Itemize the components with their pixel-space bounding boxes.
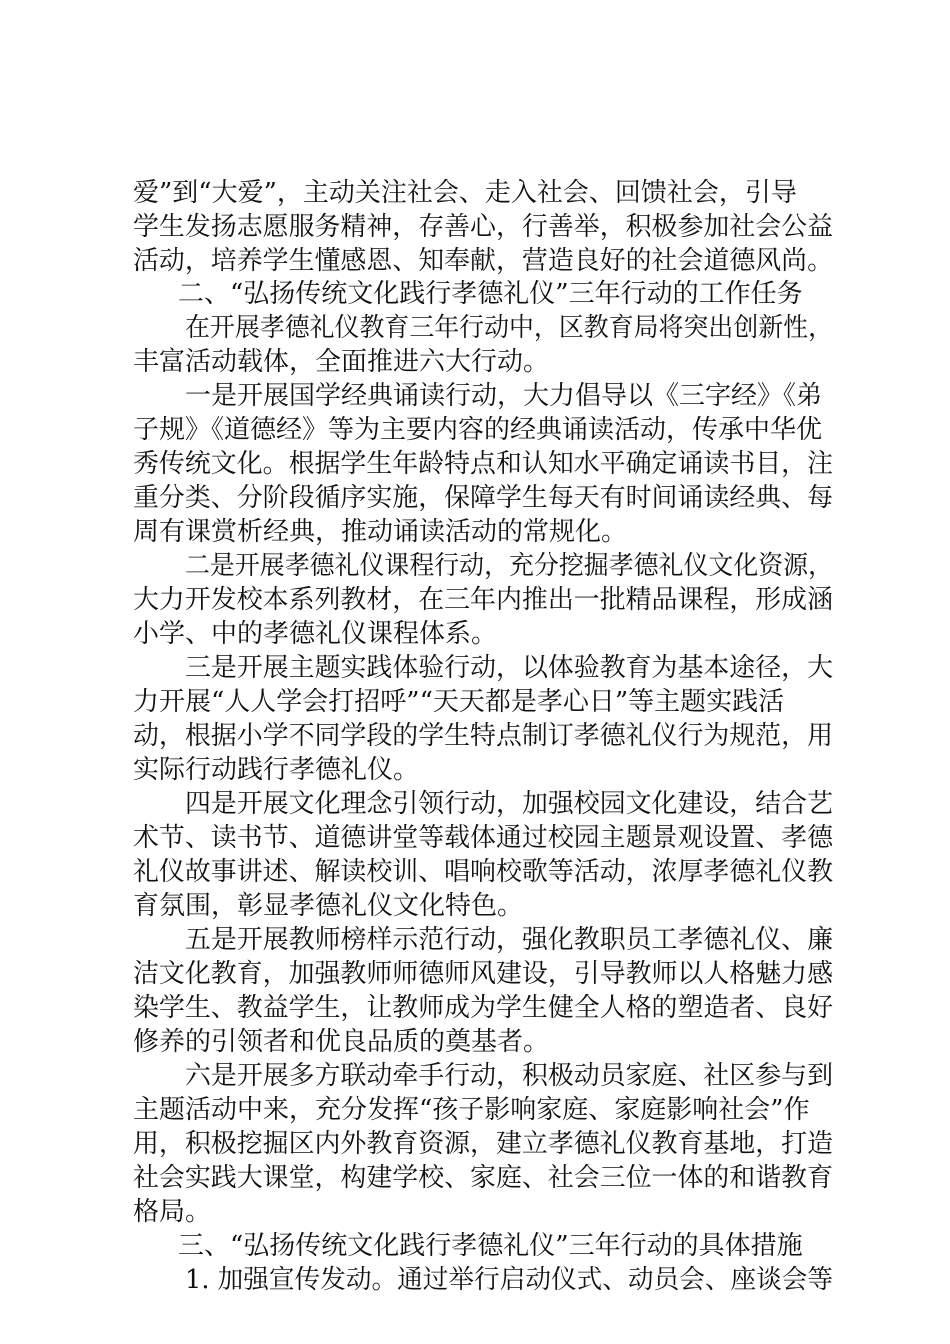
text-line: 力开展“人人学会打招呼”“天天都是孝心日”等主题实践活	[133, 687, 785, 717]
text-line: 育氛围，彰显孝德礼仪文化特色。	[133, 891, 524, 921]
text-line: 五是开展教师榜样示范行动，强化教职员工孝德礼仪、廉	[185, 925, 834, 955]
text-line: 学生发扬志愿服务精神，存善心，行善举，积极参加社会公益	[133, 212, 834, 242]
text-line: 二是开展孝德礼仪课程行动，充分挖掘孝德礼仪文化资源，	[185, 551, 834, 581]
text-line: 动，根据小学不同学段的学生特点制订孝德礼仪行为规范，用	[133, 721, 834, 751]
text-line: 爱”到“大爱”，主动关注社会、走入社会、回馈社会，引导	[133, 178, 797, 208]
text-line: 洁文化教育，加强教师师德师风建设，引导教师以人格魅力感	[133, 959, 834, 989]
text-line: 六是开展多方联动牵手行动，积极动员家庭、社区参与到	[185, 1061, 834, 1091]
text-line: 秀传统文化。根据学生年龄特点和认知水平确定诵读书目，注	[133, 449, 834, 479]
section-heading: 二、“弘扬传统文化践行孝德礼仪”三年行动的工作任务	[178, 279, 803, 309]
text-line: 社会实践大课堂，构建学校、家庭、社会三位一体的和谐教育	[133, 1163, 834, 1193]
section-heading: 三、“弘扬传统文化践行孝德礼仪”三年行动的具体措施	[178, 1231, 803, 1261]
text-line: 在开展孝德礼仪教育三年行动中，区教育局将突出创新性，	[185, 313, 834, 343]
text-line: 小学、中的孝德礼仪课程体系。	[133, 619, 498, 649]
text-line: 染学生、教益学生，让教师成为学生健全人格的塑造者、良好	[133, 993, 834, 1023]
text-line: 用，积极挖掘区内外教育资源，建立孝德礼仪教育基地，打造	[133, 1129, 834, 1159]
text-line: 四是开展文化理念引领行动，加强校园文化建设，结合艺	[185, 789, 834, 819]
text-line: 礼仪故事讲述、解读校训、唱响校歌等活动，浓厚孝德礼仪教	[133, 857, 834, 887]
text-line: 一是开展国学经典诵读行动，大力倡导以《三字经》《弟	[185, 381, 823, 411]
text-line: 子规》《道德经》等为主要内容的经典诵读活动，传承中华优	[133, 415, 823, 445]
text-line: 三是开展主题实践体验行动，以体验教育为基本途径，大	[185, 653, 834, 683]
text-line: 大力开发校本系列教材，在三年内推出一批精品课程，形成涵	[133, 585, 834, 615]
text-line: 格局。	[133, 1197, 212, 1227]
text-line: 活动，培养学生懂感恩、知奉献，营造良好的社会道德风尚。	[133, 246, 834, 276]
text-line: 主题活动中来，充分发挥“孩子影响家庭、家庭影响社会”作	[133, 1095, 810, 1125]
text-line: 1. 加强宣传发动。通过举行启动仪式、动员会、座谈会等	[185, 1265, 834, 1295]
text-line: 实际行动践行孝德礼仪。	[133, 755, 420, 785]
text-line: 术节、读书节、道德讲堂等载体通过校园主题景观设置、孝德	[133, 823, 834, 853]
text-line: 修养的引领者和优良品质的奠基者。	[133, 1027, 550, 1057]
text-line: 周有课赏析经典，推动诵读活动的常规化。	[133, 517, 628, 547]
text-line: 丰富活动载体，全面推进六大行动。	[133, 347, 550, 377]
text-line: 重分类、分阶段循序实施，保障学生每天有时间诵读经典、每	[133, 483, 834, 513]
